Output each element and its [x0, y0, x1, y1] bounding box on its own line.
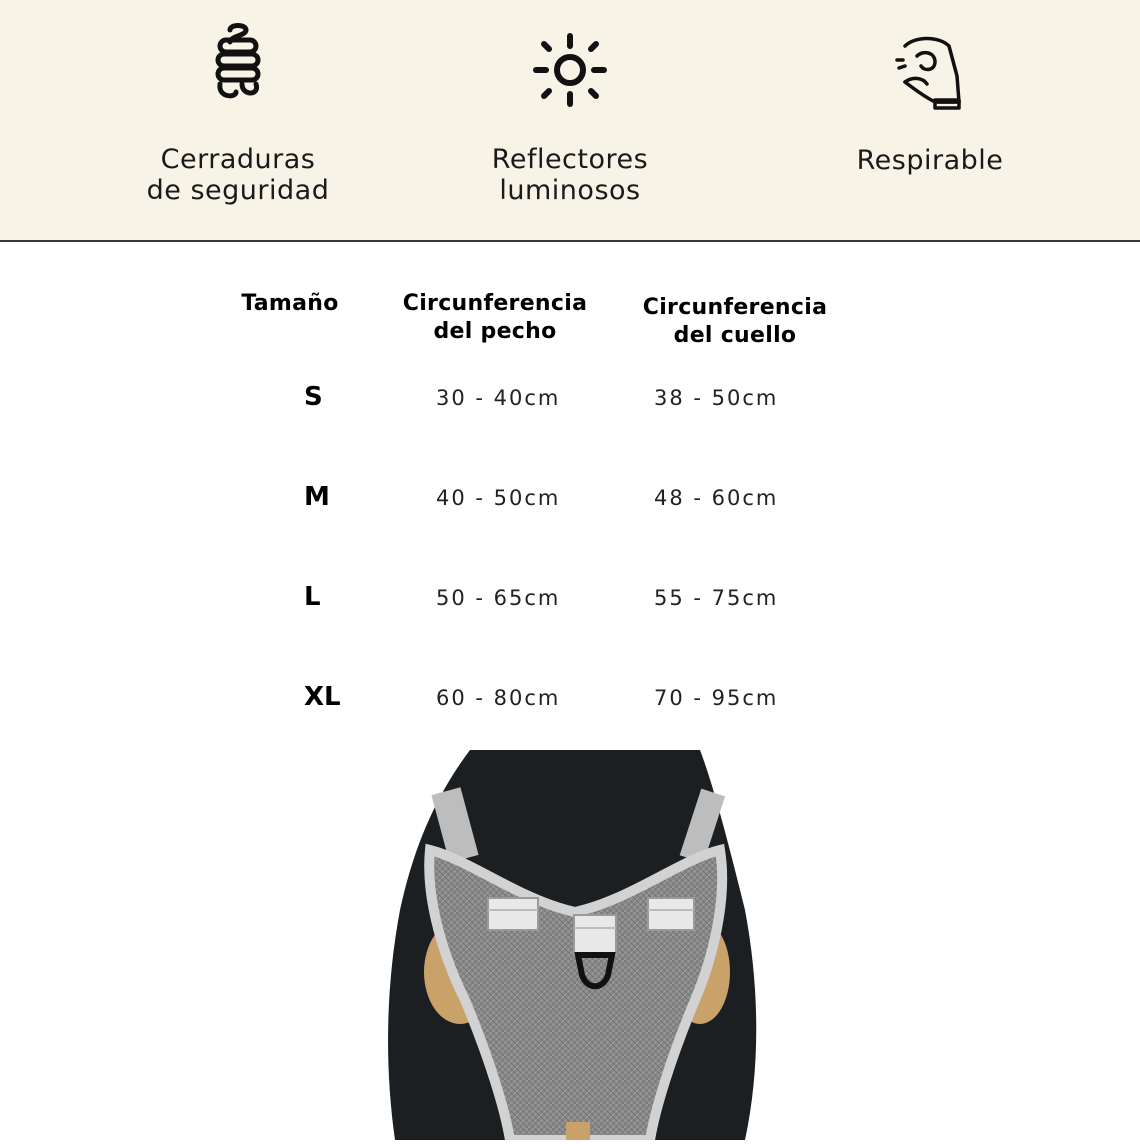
- neck-cell: 38 - 50cm: [654, 386, 779, 410]
- size-cell: L: [304, 582, 321, 612]
- header-size: Tamaño: [241, 291, 339, 316]
- neck-cell: 55 - 75cm: [654, 586, 779, 610]
- feature-label: Cerraduras de seguridad: [146, 144, 330, 206]
- feature-label: Reflectores luminosos: [491, 144, 649, 206]
- reflective-strap: [574, 915, 616, 955]
- header-neck: Circunferencia del cuello: [642, 295, 828, 348]
- neck-cell: 70 - 95cm: [654, 686, 779, 710]
- size-cell: XL: [304, 682, 341, 712]
- reflective-strap: [488, 898, 538, 930]
- header-chest: Circunferencia del pecho: [402, 291, 588, 344]
- features-band: [0, 0, 1140, 242]
- pinch-hand-icon: [895, 36, 965, 116]
- size-cell: M: [304, 482, 330, 512]
- stand: [566, 1122, 590, 1140]
- feature-reflectors: [380, 0, 760, 240]
- chest-cell: 50 - 65cm: [436, 586, 561, 610]
- sun-reflector-icon: [532, 32, 608, 112]
- feature-safety-locks: [48, 0, 428, 240]
- chest-cell: 60 - 80cm: [436, 686, 561, 710]
- dog-harness-photo: [0, 750, 1140, 1140]
- feature-label: Respirable: [856, 145, 1004, 176]
- size-cell: S: [304, 382, 323, 412]
- reflective-strap: [648, 898, 694, 930]
- chest-cell: 40 - 50cm: [436, 486, 561, 510]
- neck-cell: 48 - 60cm: [654, 486, 779, 510]
- chest-cell: 30 - 40cm: [436, 386, 561, 410]
- rope-knot-icon: [208, 22, 268, 106]
- feature-breathable: [740, 0, 1120, 240]
- size-table: [0, 242, 1140, 750]
